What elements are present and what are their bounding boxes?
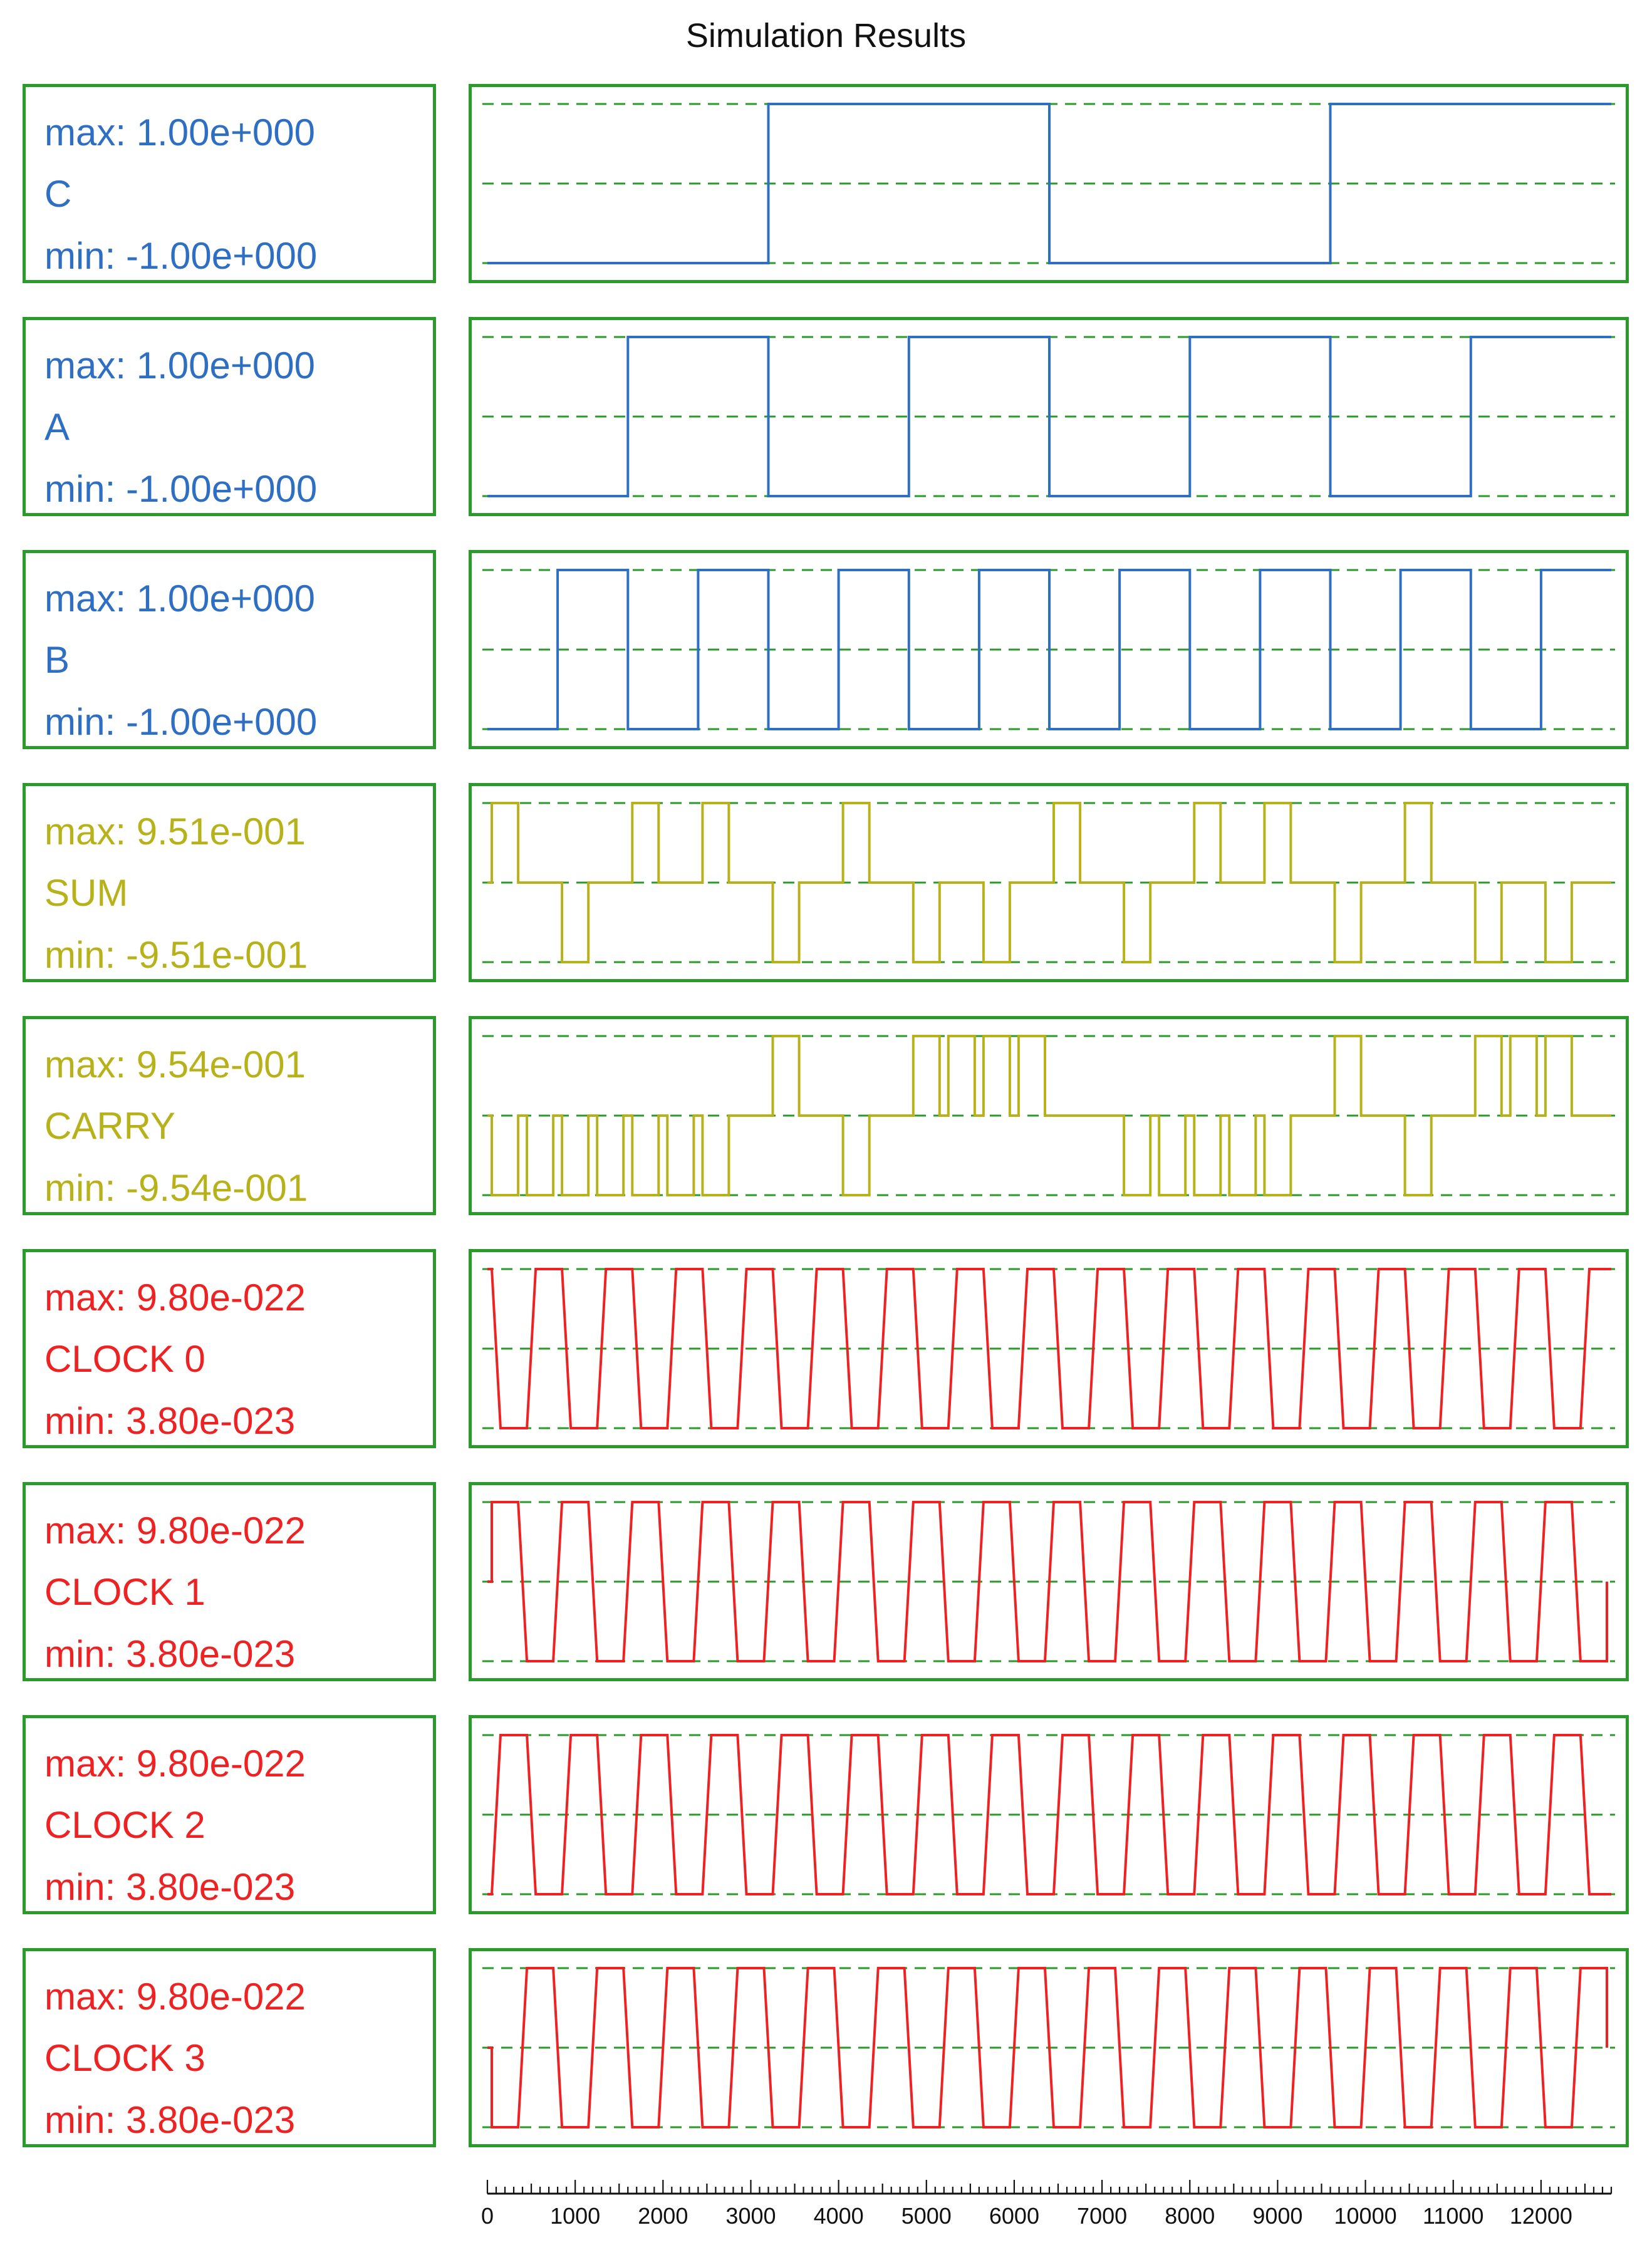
trace-name: CLOCK 3 [44, 2037, 205, 2079]
max-label: max: 9.80e-022 [44, 1277, 306, 1319]
min-label: min: -1.00e+000 [44, 235, 318, 277]
min-label: min: 3.80e-023 [44, 1400, 296, 1442]
trace-name: SUM [44, 872, 128, 914]
axis-tick-label: 2000 [638, 2203, 688, 2229]
trace-name: A [44, 406, 70, 448]
max-label: max: 9.80e-022 [44, 1976, 306, 2018]
min-label: min: -9.51e-001 [44, 934, 308, 976]
max-label: max: 9.51e-001 [44, 811, 306, 853]
max-label: max: 9.80e-022 [44, 1743, 306, 1785]
max-label: max: 9.54e-001 [44, 1044, 306, 1086]
axis-tick-label: 6000 [989, 2203, 1039, 2229]
min-label: min: -1.00e+000 [44, 701, 318, 743]
axis-tick-label: 12000 [1509, 2203, 1572, 2229]
min-label: min: -1.00e+000 [44, 468, 318, 510]
trace-name: CARRY [44, 1105, 175, 1147]
min-label: min: -9.54e-001 [44, 1167, 308, 1209]
axis-tick-label: 5000 [901, 2203, 952, 2229]
axis-tick-label: 1000 [550, 2203, 601, 2229]
trace-name: CLOCK 1 [44, 1571, 205, 1613]
chart-title: Simulation Results [685, 17, 967, 54]
min-label: min: 3.80e-023 [44, 1866, 296, 1908]
trace-name: CLOCK 0 [44, 1338, 205, 1380]
trace-name: C [44, 173, 72, 215]
trace-name: CLOCK 2 [44, 1804, 205, 1846]
max-label: max: 1.00e+000 [44, 111, 315, 153]
max-label: max: 1.00e+000 [44, 345, 315, 386]
axis-tick-label: 7000 [1077, 2203, 1128, 2229]
axis-tick-label: 10000 [1334, 2203, 1397, 2229]
axis-tick-label: 8000 [1165, 2203, 1215, 2229]
trace-name: B [44, 639, 70, 681]
axis-tick-label: 9000 [1252, 2203, 1303, 2229]
max-label: max: 9.80e-022 [44, 1510, 306, 1552]
min-label: min: 3.80e-023 [44, 2099, 296, 2141]
axis-tick-label: 11000 [1423, 2203, 1484, 2229]
axis-tick-label: 3000 [725, 2203, 776, 2229]
axis-tick-label: 4000 [813, 2203, 864, 2229]
axis-tick-label: 0 [481, 2203, 494, 2229]
min-label: min: 3.80e-023 [44, 1633, 296, 1675]
max-label: max: 1.00e+000 [44, 578, 315, 620]
